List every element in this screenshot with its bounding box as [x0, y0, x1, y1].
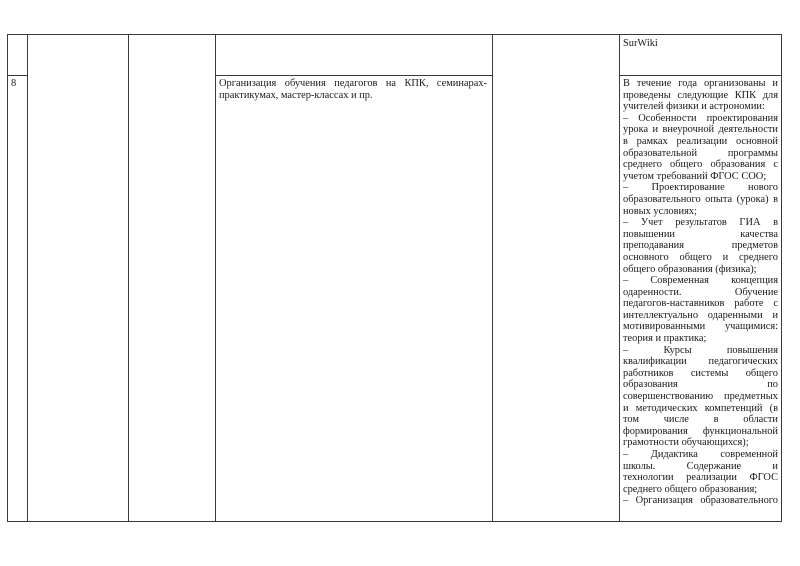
description-line: среднего общего образования с [623, 159, 778, 171]
description-line: формирования функциональной [623, 425, 778, 437]
description-line: – Особенности проектирования [623, 112, 778, 124]
description-line: педагогов-наставников работе с [623, 298, 778, 310]
description-line: преподавания предметов [623, 240, 778, 252]
col-border-3 [215, 34, 216, 522]
description-line: – Курсы повышения [623, 344, 778, 356]
row-number: 8 [11, 78, 17, 89]
description-line: учетом требований ФГОС СОО; [623, 170, 767, 182]
description-line: учителей физики и астрономии: [623, 101, 765, 113]
description-line: урока и внеурочной деятельности [623, 124, 778, 136]
description-line: проведены следующие КПК для [623, 89, 778, 101]
description-line: основного общего и среднего [623, 251, 778, 263]
description-line: том числе в области [623, 414, 778, 426]
col-border-2 [128, 34, 129, 522]
description-line: в рамках реализации основной [623, 135, 778, 147]
row-divider-col4 [215, 75, 492, 76]
row2-number-cell [11, 78, 25, 90]
table-bottom-border [7, 521, 782, 522]
row-divider-col1 [7, 75, 27, 76]
description-line: технологии реализации ФГОС [623, 472, 778, 484]
description-text: SurWiki [623, 38, 658, 49]
description-line: повышении качества [623, 228, 778, 240]
col-border-5 [619, 34, 620, 522]
row2-description-cell [623, 78, 778, 507]
activity-line-1: Организация обучения педагогов на КПК, семинарах- [219, 78, 487, 89]
row1-description-cell [623, 38, 777, 50]
row2-activity-cell [219, 78, 487, 101]
description-line: интеллектуально одаренными и [623, 309, 778, 321]
row-divider-col6 [619, 75, 782, 76]
description-line: одаренности. Обучение [623, 286, 778, 298]
table-top-border [7, 34, 782, 35]
description-line: общего образования (физика); [623, 263, 757, 275]
col-border-1 [27, 34, 28, 522]
description-line: школы. Содержание и [623, 460, 778, 472]
description-line: теория и практика; [623, 333, 707, 345]
activity-line-2: практикумах, мастер-классах и пр. [219, 89, 373, 101]
description-line: образования по [623, 379, 778, 391]
col-border-4 [492, 34, 493, 522]
description-line: совершенствованию предметных [623, 391, 778, 403]
description-line: – Организация образовательного [623, 495, 778, 507]
description-line: и методических компетенций (в [623, 402, 778, 414]
description-line: – Проектирование нового [623, 182, 778, 194]
description-line: – Дидактика современной [623, 449, 778, 460]
description-line: образовательного опыта (урока) в [623, 193, 778, 205]
description-line: новых условиях; [623, 205, 697, 217]
description-line: работников системы общего [623, 367, 778, 379]
description-line: мотивированными учащимися: [623, 321, 778, 333]
description-line: квалификации педагогических [623, 356, 778, 368]
description-line: – Современная концепция [623, 275, 778, 287]
col-border-6 [781, 34, 782, 522]
description-line: грамотности обучающихся); [623, 437, 749, 449]
description-line: В течение года организованы и [623, 78, 778, 89]
description-line: – Учет результатов ГИА в [623, 217, 778, 229]
description-line: среднего общего образования; [623, 483, 758, 495]
description-line: образовательной программы [623, 147, 778, 159]
col-border-0 [7, 34, 8, 522]
